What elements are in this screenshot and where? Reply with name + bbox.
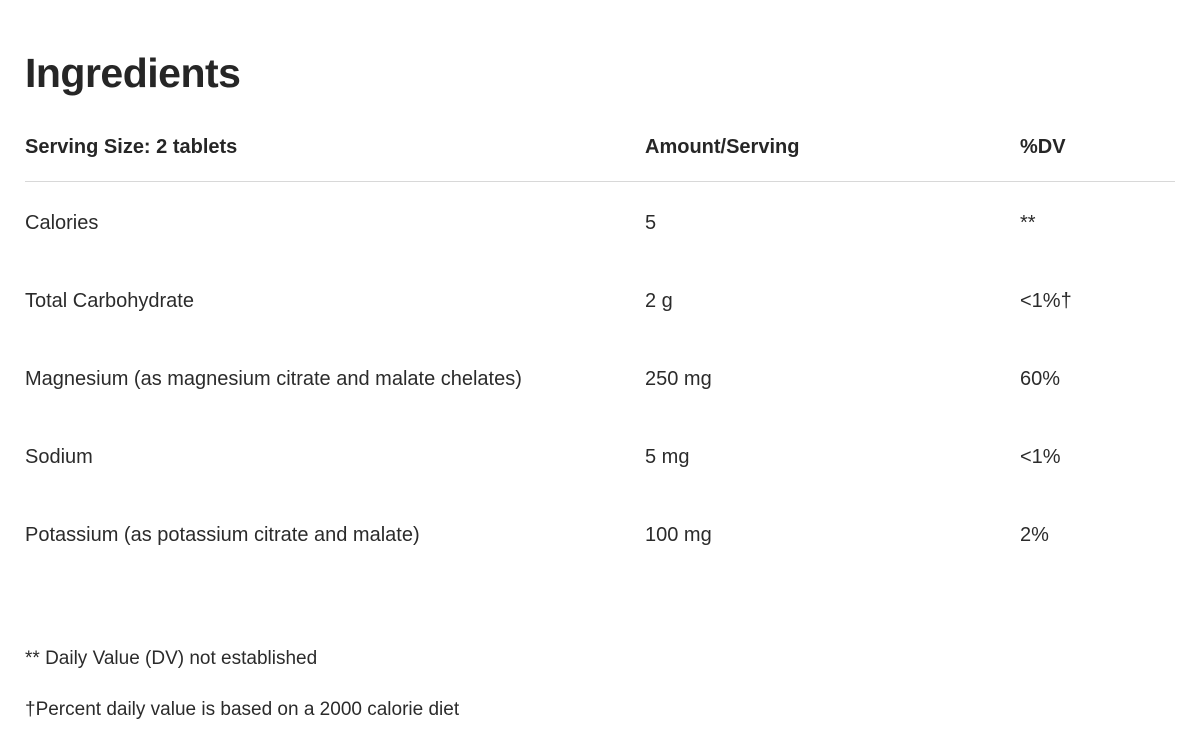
table-header	[25, 136, 1175, 182]
nutrient-amount: 2 g	[645, 290, 673, 312]
footnotes	[25, 645, 1175, 746]
table-row	[25, 182, 1175, 263]
nutrient-amount: 5 mg	[645, 446, 690, 468]
table-row	[25, 340, 1175, 418]
nutrient-dv: 2%	[1020, 524, 1049, 546]
nutrient-name: Magnesium (as magnesium citrate and malate chelates)	[25, 368, 522, 390]
page-title: Ingredients	[25, 50, 241, 97]
footnote-daily-value-not-established: ** Daily Value (DV) not established	[25, 648, 318, 669]
nutrient-name: Potassium (as potassium citrate and malate)	[25, 524, 420, 546]
nutrient-dv: <1%	[1020, 446, 1061, 468]
nutrient-dv: 60%	[1020, 368, 1061, 390]
table-row	[25, 262, 1175, 340]
ingredients-table	[25, 136, 1175, 574]
nutrient-amount: 100 mg	[645, 524, 712, 546]
table-row	[25, 496, 1175, 574]
column-header-amount-per-serving: Amount/Serving	[645, 136, 1020, 182]
nutrient-dv: <1%†	[1020, 290, 1072, 312]
table-row	[25, 418, 1175, 496]
nutrient-amount: 250 mg	[645, 368, 712, 390]
nutrient-dv: **	[1020, 212, 1036, 234]
footnote-percent-daily-value: †Percent daily value is based on a 2000 calorie diet	[25, 698, 460, 720]
column-header-percent-dv: %DV	[1020, 136, 1175, 182]
nutrient-name: Total Carbohydrate	[25, 290, 194, 312]
nutrient-name: Calories	[25, 212, 99, 234]
nutrient-amount: 5	[645, 212, 657, 234]
column-header-serving-size: Serving Size: 2 tablets	[25, 136, 645, 182]
table-body	[25, 182, 1175, 575]
table-header-row	[25, 136, 1175, 182]
nutrient-name: Sodium	[25, 446, 93, 468]
